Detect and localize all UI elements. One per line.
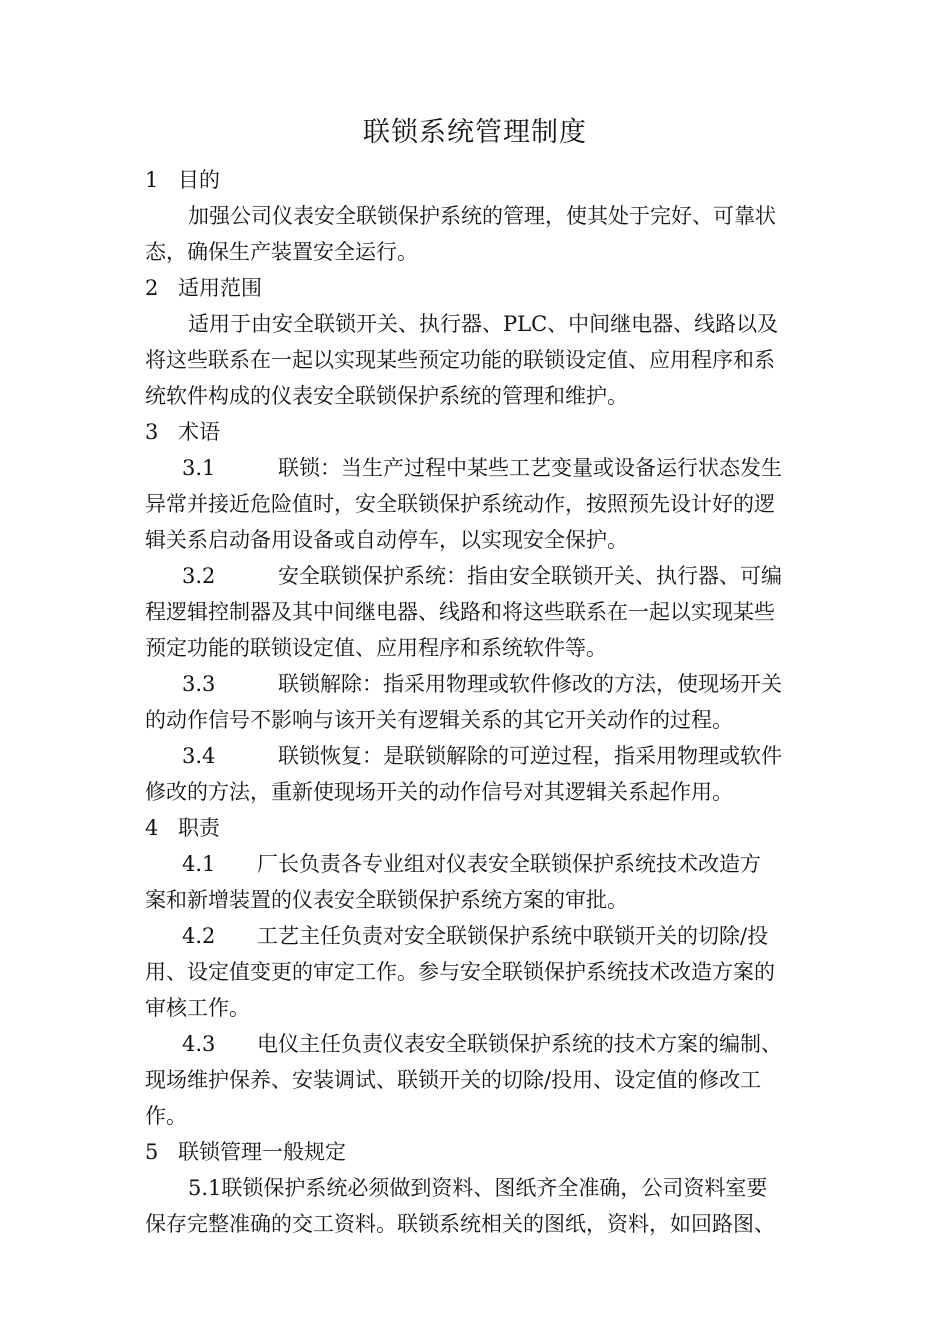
section-number: 3 — [145, 420, 159, 444]
section-title: 适用范围 — [178, 276, 262, 300]
section-title: 目的 — [178, 168, 220, 192]
section-number: 5 — [145, 1140, 159, 1164]
section-title: 术语 — [178, 420, 220, 444]
section-number: 1 — [145, 168, 159, 192]
section-heading-4 — [145, 810, 810, 846]
definition-item-3-4 — [145, 738, 810, 774]
paragraph-line: 现场维护保养、安装调试、联锁开关的切除/投用、设定值的修改工 — [145, 1068, 762, 1092]
paragraph-line: 辑关系启动备用设备或自动停车，以实现安全保护。 — [145, 528, 628, 552]
duty-item-4-3 — [145, 1026, 810, 1062]
paragraph-line: 修改的方法，重新使现场开关的动作信号对其逻辑关系起作用。 — [145, 780, 733, 804]
item-text: 联锁恢复：是联锁解除的可逆过程，指采用物理或软件 — [278, 744, 782, 768]
paragraph-line: 审核工作。 — [145, 996, 250, 1020]
item-text: 工艺主任负责对安全联锁保护系统中联锁开关的切除/投 — [257, 924, 769, 948]
duty-item-4-2 — [145, 918, 810, 954]
paragraph-line: 适用于由安全联锁开关、执行器、PLC、中间继电器、线路以及 — [188, 312, 779, 336]
section-title: 职责 — [178, 816, 220, 840]
document-title: 联锁系统管理制度 — [363, 117, 587, 148]
paragraph-line: 保存完整准确的交工资料。联锁系统相关的图纸，资料，如回路图、 — [145, 1212, 775, 1236]
paragraph-line: 作。 — [145, 1104, 187, 1128]
paragraph-line: 统软件构成的仪表安全联锁保护系统的管理和维护。 — [145, 384, 628, 408]
document-body — [145, 162, 810, 1242]
paragraph-line: 异常并接近危险值时，安全联锁保护系统动作，按照预先设计好的逻 — [145, 492, 775, 516]
paragraph-line: 加强公司仪表安全联锁保护系统的管理，使其处于完好、可靠状 — [188, 204, 776, 228]
item-number: 3.2 — [182, 564, 216, 588]
section-heading-3 — [145, 414, 810, 450]
section-number: 2 — [145, 276, 159, 300]
paragraph-line: 态，确保生产装置安全运行。 — [145, 240, 418, 264]
paragraph-line: 预定功能的联锁设定值、应用程序和系统软件等。 — [145, 636, 607, 660]
definition-item-3-1 — [145, 450, 810, 486]
duty-item-4-1 — [145, 846, 810, 882]
item-number: 3.3 — [182, 672, 216, 696]
paragraph-line: 5.1联锁保护系统必须做到资料、图纸齐全准确，公司资料室要 — [188, 1176, 768, 1200]
section-heading-5 — [145, 1134, 810, 1170]
section-number: 4 — [145, 816, 159, 840]
item-number: 3.1 — [182, 456, 216, 480]
definition-item-3-2 — [145, 558, 810, 594]
definition-item-3-3 — [145, 666, 810, 702]
item-text: 安全联锁保护系统：指由安全联锁开关、执行器、可编 — [278, 564, 782, 588]
section-heading-2 — [145, 270, 810, 306]
item-text: 电仪主任负责仪表安全联锁保护系统的技术方案的编制、 — [257, 1032, 782, 1056]
section-title: 联锁管理一般规定 — [178, 1140, 346, 1164]
paragraph-line: 案和新增装置的仪表安全联锁保护系统方案的审批。 — [145, 888, 628, 912]
item-number: 4.2 — [182, 924, 216, 948]
paragraph-line: 将这些联系在一起以实现某些预定功能的联锁设定值、应用程序和系 — [145, 348, 775, 372]
item-number: 3.4 — [182, 744, 216, 768]
item-text: 联锁：当生产过程中某些工艺变量或设备运行状态发生 — [278, 456, 782, 480]
item-text: 厂长负责各专业组对仪表安全联锁保护系统技术改造方 — [257, 852, 761, 876]
paragraph-line: 程逻辑控制器及其中间继电器、线路和将这些联系在一起以实现某些 — [145, 600, 775, 624]
item-text: 联锁解除：指采用物理或软件修改的方法，使现场开关 — [278, 672, 782, 696]
section-heading-1 — [145, 162, 810, 198]
paragraph-line: 的动作信号不影响与该开关有逻辑关系的其它开关动作的过程。 — [145, 708, 733, 732]
item-number: 4.1 — [182, 852, 216, 876]
paragraph-line: 用、设定值变更的审定工作。参与安全联锁保护系统技术改造方案的 — [145, 960, 775, 984]
item-number: 4.3 — [182, 1032, 216, 1056]
